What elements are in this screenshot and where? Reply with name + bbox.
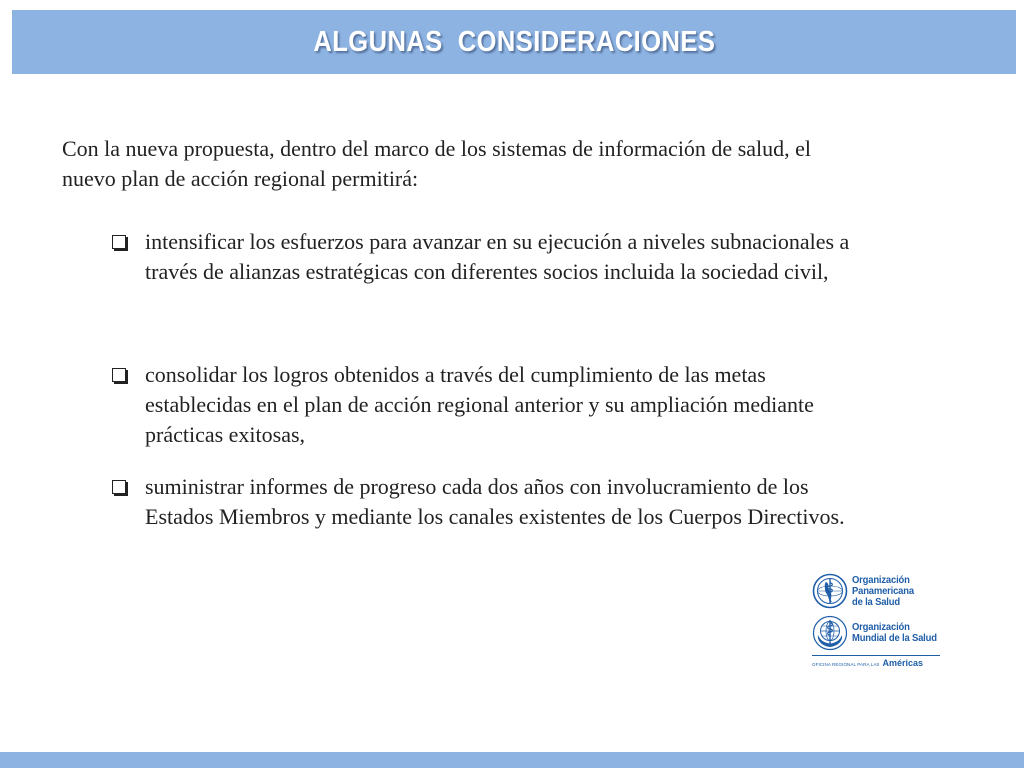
bullet-text: intensificar los esfuerzos para avanzar en su ejecución a niveles subnacionales a través de alianzas estratégicas con diferentes socios incluida la sociedad civil, bbox=[145, 229, 850, 284]
bullet-item bbox=[112, 227, 852, 287]
who-name-line2: Mundial de la Salud bbox=[852, 632, 937, 644]
title-bar bbox=[12, 10, 1016, 74]
who-logo-row bbox=[812, 612, 962, 654]
paho-name-line1: Organización bbox=[852, 573, 910, 586]
bullet-text: suministrar informes de progreso cada dos años con involucramiento de los Estados Miembros y mediante los canales existentes de los Cuerpos Directivos. bbox=[145, 474, 845, 529]
slide-title: ALGUNAS CONSIDERACIONES bbox=[313, 25, 715, 58]
who-name bbox=[852, 622, 937, 644]
paho-logo-row bbox=[812, 570, 962, 612]
paho-name-line2: Panamericana bbox=[852, 584, 914, 597]
logo-divider bbox=[812, 655, 940, 656]
regional-office-label: OFICINA REGIONAL PARA LAS bbox=[812, 662, 880, 667]
checkbox-square-icon bbox=[112, 480, 126, 494]
paho-who-logo bbox=[812, 570, 962, 668]
checkbox-square-icon bbox=[112, 368, 126, 382]
bullet-item bbox=[112, 360, 852, 450]
who-emblem-icon bbox=[812, 615, 848, 651]
logo-footer bbox=[812, 658, 962, 668]
bottom-bar bbox=[0, 752, 1024, 768]
intro-paragraph: Con la nueva propuesta, dentro del marco de los sistemas de información de salud, el nuevo plan de acción regional permitirá: bbox=[62, 136, 812, 191]
paho-name-line3: de la Salud bbox=[852, 595, 900, 608]
who-name-line1: Organización bbox=[852, 621, 910, 633]
bullet-text: consolidar los logros obtenidos a través del cumplimiento de las metas establecidas en el plan de acción regional anterior y su ampliación mediante prácticas exitosas, bbox=[145, 362, 814, 447]
region-name: Américas bbox=[882, 658, 924, 668]
bullet-item bbox=[112, 472, 852, 532]
checkbox-square-icon bbox=[112, 235, 126, 249]
paho-name bbox=[852, 575, 914, 608]
paho-emblem-icon bbox=[812, 573, 848, 609]
